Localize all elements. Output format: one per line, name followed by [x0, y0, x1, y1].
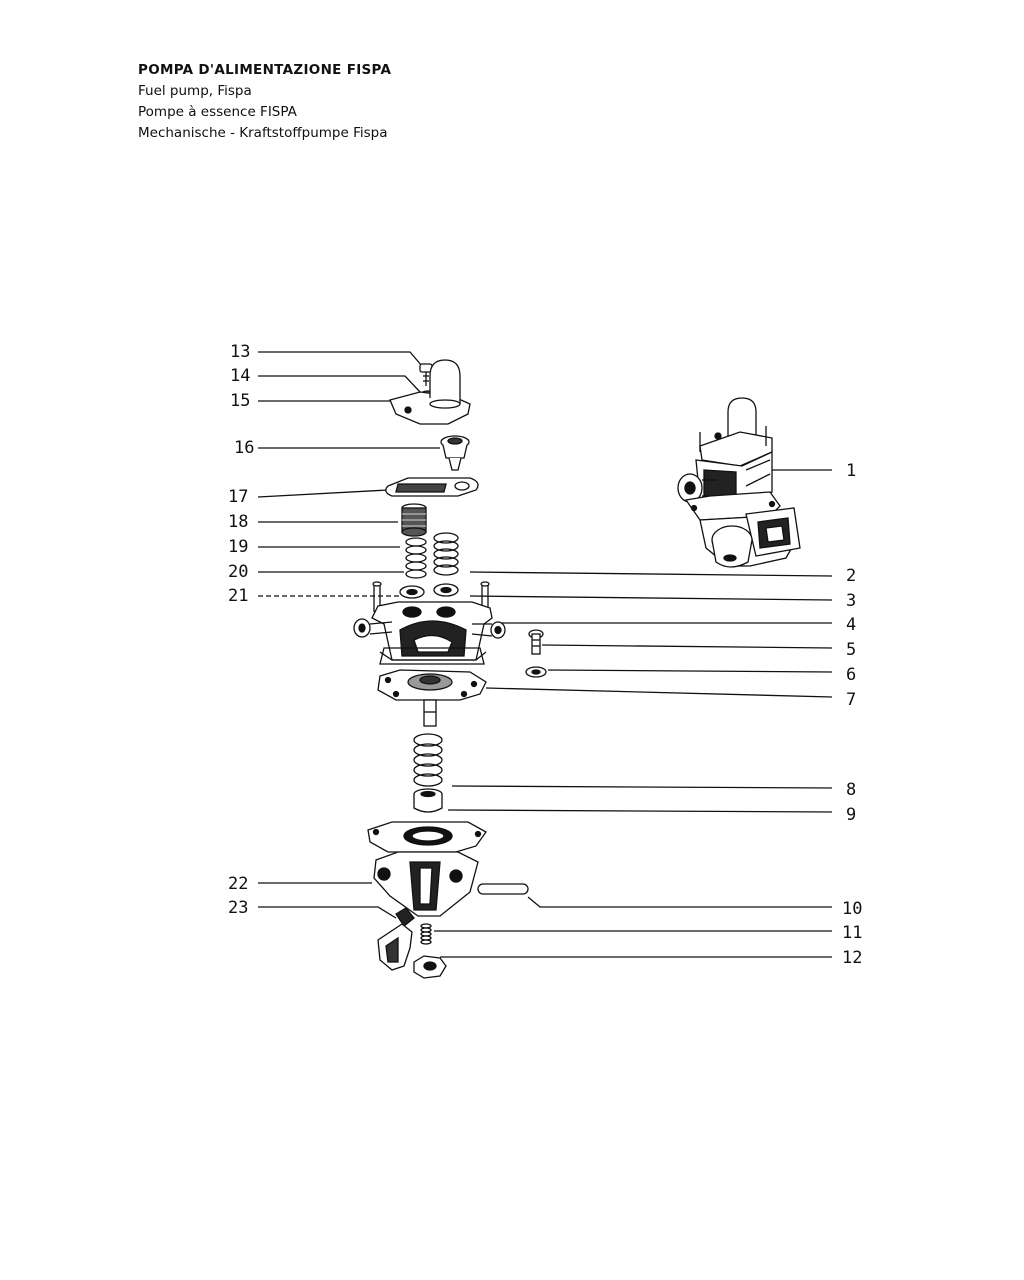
- part-18-filter: [402, 504, 426, 536]
- callout-9: 9: [846, 805, 857, 825]
- title-italian: POMPA D'ALIMENTAZIONE FISPA: [138, 62, 392, 78]
- callout-22: 22: [228, 874, 249, 894]
- callout-14: 14: [230, 366, 251, 386]
- part-1-assembled-pump: [678, 398, 800, 567]
- part-22-lower-body: [368, 822, 486, 916]
- part-12-nut: [414, 956, 446, 978]
- callout-18: 18: [228, 512, 249, 532]
- part-6-washer: [526, 667, 546, 677]
- callout-12: 12: [842, 948, 863, 968]
- callout-23: 23: [228, 898, 249, 918]
- callout-13: 13: [230, 342, 251, 362]
- callout-11: 11: [842, 923, 863, 943]
- title-french: Pompe à essence FISPA: [138, 104, 297, 120]
- callout-1: 1: [846, 461, 857, 481]
- callout-10: 10: [842, 899, 863, 919]
- callout-20: 20: [228, 562, 249, 582]
- part-10-pin: [478, 884, 528, 894]
- part-2-valve-spring: [434, 533, 458, 575]
- part-16-valve: [441, 436, 469, 470]
- callout-19: 19: [228, 537, 249, 557]
- callout-8: 8: [846, 780, 857, 800]
- callout-3: 3: [846, 591, 857, 611]
- part-19-20-small-spring: [406, 538, 426, 578]
- callout-5: 5: [846, 640, 857, 660]
- part-9-spring-cup: [414, 789, 442, 812]
- callout-7: 7: [846, 690, 857, 710]
- part-5-screw: [529, 630, 543, 654]
- callout-15: 15: [230, 391, 251, 411]
- callout-numbers: [228, 342, 862, 968]
- callout-4: 4: [846, 615, 857, 635]
- callout-2: 2: [846, 566, 857, 586]
- part-7-diaphragm: [378, 670, 486, 726]
- title-german: Mechanische - Kraftstoffpumpe Fispa: [138, 125, 388, 141]
- part-21-3-valve-seats: [400, 584, 458, 598]
- rocker-lever: [378, 924, 412, 970]
- callout-6: 6: [846, 665, 857, 685]
- part-11-lever-spring: [421, 924, 431, 944]
- part-17-gasket: [386, 478, 478, 496]
- callout-16: 16: [234, 438, 255, 458]
- part-8-diaphragm-spring: [414, 734, 442, 786]
- part-4-pump-body: [354, 582, 505, 664]
- callout-17: 17: [228, 487, 249, 507]
- title-english: Fuel pump, Fispa: [138, 83, 252, 99]
- callout-21: 21: [228, 586, 249, 606]
